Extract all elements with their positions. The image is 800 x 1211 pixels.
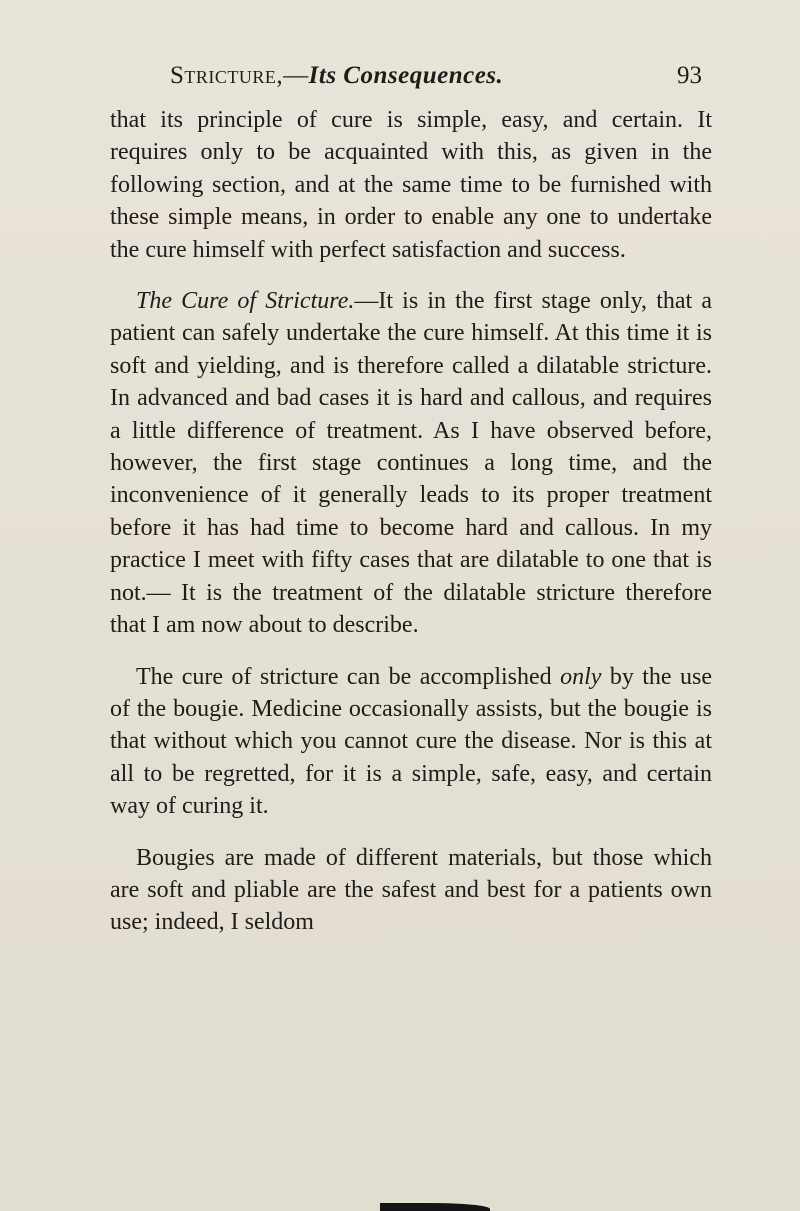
section-heading-cure-of-stricture: The Cure of Stricture. bbox=[136, 288, 355, 315]
page-number: 93 bbox=[677, 62, 702, 89]
running-title-italic: Its Consequences. bbox=[308, 62, 504, 89]
text-run: —It is in the first stage only, that a patient can safely undertake the cure himself. At this time it is soft and yielding, and is therefore called a dilatable stricture. In advanced and bad cases it is hard and callous, and requires a little difference of treatment. As I have observed before, however, the first stage continues a long time, and the inconvenience of it generally leads to its proper treatment before it has had time to become hard and callous. In my practice I meet with fifty cases that are dilatable to one that is not.— It is the treatment of the dilatable stricture therefore that I am now about to describe. bbox=[110, 288, 712, 639]
paragraph-1 bbox=[110, 104, 712, 266]
running-title-plain: Stricture,— bbox=[170, 62, 309, 89]
text-run: that its principle of cure is simple, easy, and certain. It requires only to be acquainted with this, as given in the following section, and at the same time to be furnished with these simple means, in order to enable any one to undertake the cure himself with perfect satisfaction and success. bbox=[110, 107, 712, 263]
text-run: by the use of the bougie. Medicine occasionally assists, but the bougie is that without which you cannot cure the disease. Nor is this at all to be regretted, for it is a simple, safe, easy, and certain way of curing it. bbox=[110, 663, 712, 820]
paragraph-3 bbox=[110, 661, 712, 823]
paragraph-2 bbox=[110, 285, 712, 641]
paragraph-4 bbox=[110, 842, 712, 939]
emphasis-only: only bbox=[560, 663, 602, 690]
running-title bbox=[170, 62, 503, 89]
text-run: Bougies are made of different materials, but those which are soft and pliable are the safest and best for a patients own use; indeed, I seldom bbox=[110, 844, 712, 936]
running-header bbox=[170, 56, 710, 96]
body-text bbox=[110, 104, 712, 958]
text-run: The cure of stricture can be accomplished bbox=[136, 663, 561, 690]
page-edge-shadow bbox=[380, 1203, 490, 1211]
